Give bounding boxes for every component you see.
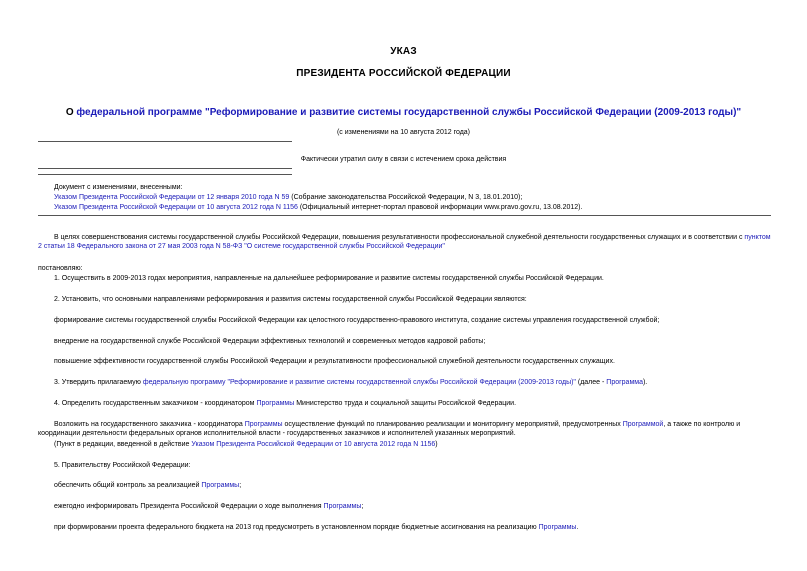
decree-word: постановляю:	[38, 265, 83, 272]
paragraph-4b-text: осуществление функций по планированию реализации и мониторингу мероприятий, предусмотренных	[282, 421, 623, 428]
change-item-2-text: (Официальный интернет-портал правовой информации www.pravo.gov.ru, 13.08.2012).	[297, 204, 583, 211]
amended-note: (с изменениями на 10 августа 2012 года)	[336, 129, 471, 136]
paragraph-3-text: (далее -	[575, 379, 607, 386]
divider	[38, 141, 292, 142]
paragraph-4-text: Министерство труда и социальной защиты Российской Федерации.	[294, 400, 517, 407]
program-short-link[interactable]: Программы	[538, 524, 577, 531]
paragraph-2: 2. Установить, что основными направлениями реформирования и развития системы государственной службы Российской Федерации являются:	[54, 296, 527, 303]
paragraph-1: 1. Осуществить в 2009-2013 годах мероприятия, направленные на дальнейшее реформирование и развитие системы государственной службы Российской Федерации.	[54, 275, 604, 282]
paragraph-5b-text: ;	[361, 503, 364, 510]
change-item-1	[54, 193, 769, 202]
program-short-link[interactable]: Программы	[256, 400, 295, 407]
program-short-link[interactable]: Программа	[606, 379, 643, 386]
program-short-link[interactable]: Программы	[201, 482, 240, 489]
paragraph-4	[54, 399, 769, 408]
paragraph-4b-text: Возложить на государственного заказчика - координатора	[54, 421, 245, 428]
preamble-law-link[interactable]: пунктом 2 статьи 18 Федерального закона от 27 мая 2003 года N 58-ФЗ "О системе государственной службы Российской Федерации"	[38, 234, 771, 250]
paragraph-4b-text: , а также по контролю и координации деятельности федеральных органов исполнительной власти - государственных заказчиков и исполнителей указанных мероприятий.	[38, 421, 741, 437]
program-short-link[interactable]: Программы	[323, 503, 362, 510]
paragraph-5a-text: ;	[239, 482, 242, 489]
main-title-link[interactable]: федеральной программе "Реформирование и развитие системы государственной службы Российской Федерации (2009-2013 годы)"	[76, 107, 742, 118]
program-short-link[interactable]: Программы	[244, 421, 283, 428]
amendment-decree-link[interactable]: Указом Президента Российской Федерации от 10 августа 2012 года N 1156	[191, 441, 436, 448]
paragraph-2c: повышение эффективности государственной службы Российской Федерации и результативности профессиональной служебной деятельности государственных служащих.	[54, 358, 615, 365]
divider	[38, 168, 292, 169]
paragraph-3-text: ).	[642, 379, 648, 386]
doc-type-title: УКАЗ	[390, 46, 417, 57]
paragraph-5c	[54, 523, 769, 532]
paragraph-5c-text: .	[576, 524, 579, 531]
program-short-link[interactable]: Программой	[622, 421, 664, 428]
paragraph-5c-text: при формировании проекта федерального бюджета на 2013 год предусмотреть в установленном порядке бюджетные ассигнования на реализацию	[54, 524, 539, 531]
paragraph-4-note	[54, 440, 769, 449]
paragraph-5a-text: обеспечить общий контроль за реализацией	[54, 482, 202, 489]
paragraph-3	[54, 378, 769, 387]
change-item-1-link[interactable]: Указом Президента Российской Федерации от 12 января 2010 года N 59	[54, 194, 290, 201]
paragraph-5: 5. Правительству Российской Федерации:	[54, 462, 191, 469]
paragraph-5a	[54, 481, 769, 490]
preamble-paragraph	[38, 233, 771, 251]
expired-note: Фактически утратил силу в связи с истечением срока действия	[300, 156, 507, 163]
paragraph-3-text: 3. Утвердить прилагаемую	[54, 379, 143, 386]
divider	[38, 215, 771, 216]
doc-main-title	[0, 107, 807, 118]
divider	[38, 174, 292, 175]
paragraph-4-text: 4. Определить государственным заказчиком - координатором	[54, 400, 257, 407]
paragraph-2a: формирование системы государственной службы Российской Федерации как целостного государственно-правового института, создание системы управления государственной службой;	[54, 317, 660, 324]
doc-issuer-title: ПРЕЗИДЕНТА РОССИЙСКОЙ ФЕДЕРАЦИИ	[296, 68, 511, 79]
paragraph-4b	[38, 420, 771, 438]
changes-intro: Документ с изменениями, внесенными:	[54, 184, 183, 191]
paragraph-2b: внедрение на государственной службе Российской Федерации эффективных технологий и современных методов кадровой работы;	[54, 338, 486, 345]
change-item-2	[54, 203, 769, 212]
preamble-text: В целях совершенствования системы государственной службы Российской Федерации, повышения результативности профессиональной служебной деятельности государственных служащих и в соответствии с	[54, 234, 745, 241]
paragraph-4-note-text: (Пункт в редакции, введенной в действие	[54, 441, 192, 448]
program-link[interactable]: федеральную программу "Реформирование и развитие системы государственной службы Российской Федерации (2009-2013 годы)"	[142, 379, 576, 386]
paragraph-5b-text: ежегодно информировать Президента Российской Федерации о ходе выполнения	[54, 503, 324, 510]
change-item-2-link[interactable]: Указом Президента Российской Федерации от 10 августа 2012 года N 1156	[54, 204, 298, 211]
paragraph-4-note-text: )	[435, 441, 438, 448]
paragraph-5b	[54, 502, 769, 511]
change-item-1-text: (Собрание законодательства Российской Федерации, N 3, 18.01.2010);	[289, 194, 523, 201]
main-title-prefix: О	[65, 107, 77, 118]
